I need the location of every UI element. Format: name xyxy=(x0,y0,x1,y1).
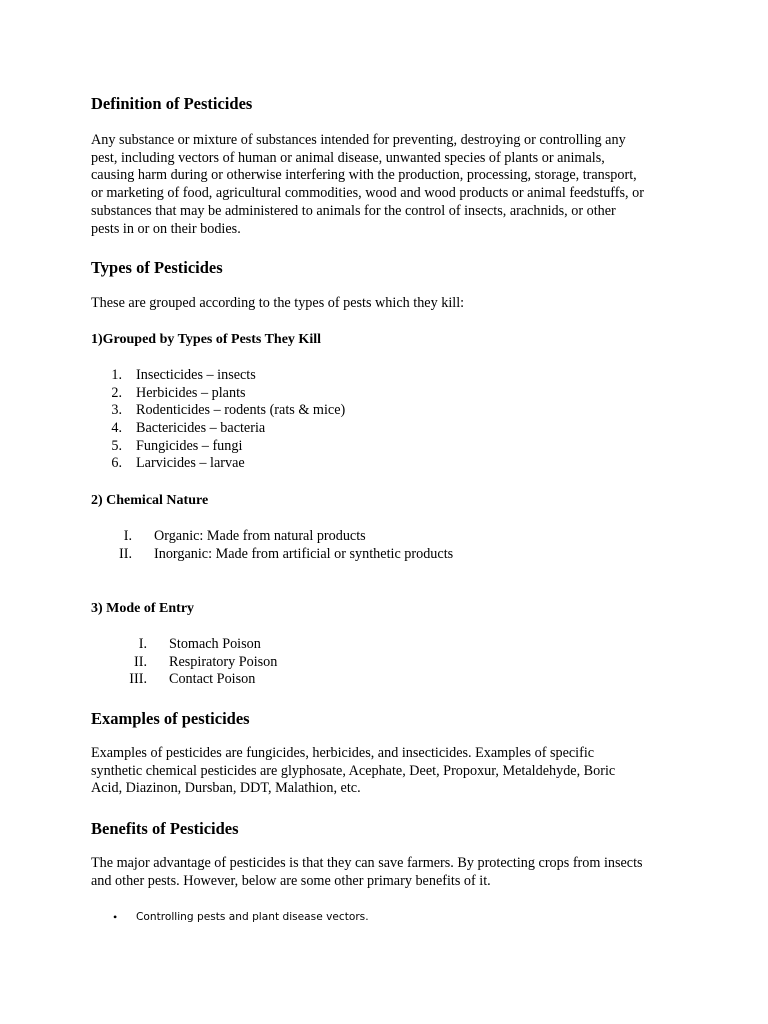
definition-line: substances that may be administered to animals for the control of insects, arachnids, or other xyxy=(91,202,616,219)
group2-heading: 2) Chemical Nature xyxy=(91,493,209,508)
definition-heading: Definition of Pesticides xyxy=(91,94,253,113)
list-number: 3. xyxy=(111,402,122,419)
list-text: Fungicides – fungi xyxy=(136,437,243,454)
list-text: Bactericides – bacteria xyxy=(136,420,266,437)
list-number: 5. xyxy=(111,437,122,454)
examples-line: synthetic chemical pesticides are glyphosate, Acephate, Deet, Propoxur, Metaldehyde, Boric xyxy=(91,762,616,779)
list-number: 6. xyxy=(111,455,122,472)
list-text: Larvicides – larvae xyxy=(136,455,245,472)
list-text: Inorganic: Made from artificial or synthetic products xyxy=(154,545,454,562)
bullet-icon: • xyxy=(113,910,118,924)
list-number: I. xyxy=(123,528,132,544)
types-intro: These are grouped according to the types of pests which they kill: xyxy=(91,295,465,311)
list-text: Controlling pests and plant disease vectors. xyxy=(136,911,369,923)
list-number: I. xyxy=(138,636,147,652)
list-text: Insecticides – insects xyxy=(136,367,256,383)
examples-line: Acid, Diazinon, Dursban, DDT, Malathion, etc. xyxy=(91,780,361,797)
benefits-heading: Benefits of Pesticides xyxy=(91,819,239,838)
group3-heading: 3) Mode of Entry xyxy=(91,601,195,616)
definition-line: Any substance or mixture of substances intended for preventing, destroying or controlling any xyxy=(91,132,626,148)
definition-paragraph xyxy=(91,132,691,238)
definition-line: or marketing of food, agricultural commodities, wood and wood products or animal feedstuffs, or xyxy=(91,185,644,202)
types-heading: Types of Pesticides xyxy=(91,258,223,277)
examples-line: Examples of pesticides are fungicides, herbicides, and insecticides. Examples of specific xyxy=(91,745,595,761)
definition-line: pest, including vectors of human or animal disease, unwanted species of plants or animals, xyxy=(91,149,605,166)
examples-paragraph xyxy=(91,745,691,798)
group1-heading: 1)Grouped by Types of Pests They Kill xyxy=(91,332,321,347)
list-number: III. xyxy=(129,671,147,688)
list-number: 1. xyxy=(111,367,122,383)
examples-heading: Examples of pesticides xyxy=(91,709,250,728)
benefits-line: and other pests. However, below are some other primary benefits of it. xyxy=(91,872,491,889)
benefits-paragraph xyxy=(91,855,691,890)
definition-line: causing harm during or otherwise interfering with the production, processing, storage, transport, xyxy=(91,167,637,184)
list-text: Organic: Made from natural products xyxy=(154,528,366,544)
list-number: II. xyxy=(119,545,132,562)
list-number: II. xyxy=(134,653,147,670)
list-text: Herbicides – plants xyxy=(136,384,246,401)
list-text: Rodenticides – rodents (rats & mice) xyxy=(136,402,346,419)
list-text: Respiratory Poison xyxy=(169,653,278,670)
list-number: 2. xyxy=(111,384,122,401)
list-text: Stomach Poison xyxy=(169,636,261,652)
list-text: Contact Poison xyxy=(169,671,256,688)
list-number: 4. xyxy=(111,420,122,437)
definition-line: pests in or on their bodies. xyxy=(91,220,241,237)
benefits-line: The major advantage of pesticides is that they can save farmers. By protecting crops from insects xyxy=(91,855,643,871)
